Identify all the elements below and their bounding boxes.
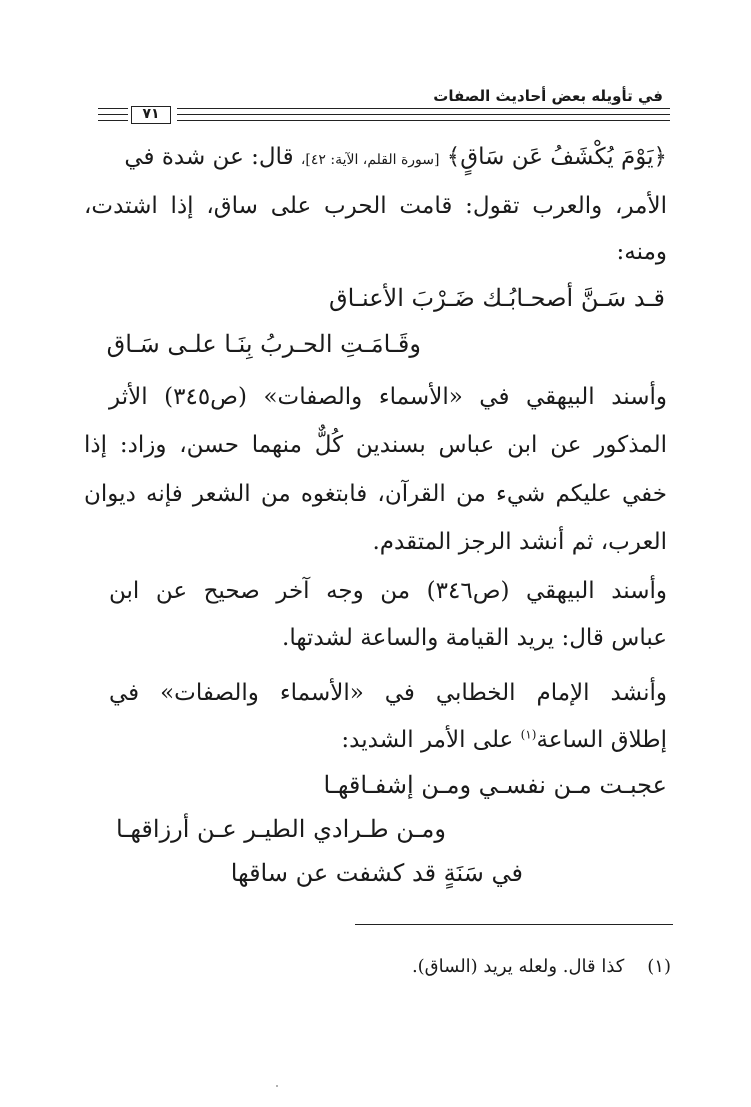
footnote-number: (١) [647, 956, 671, 977]
page-number: ٧١ [131, 106, 171, 124]
footnote-text: كذا قال. ولعله يريد (الساق). [411, 956, 625, 977]
poem-verse: عجبـت مـن نفسـي ومـن إشفـاقهـا [323, 771, 667, 799]
text-line: وأنشد الإمام الخطابي في «الأسماء والصفات» في [109, 680, 667, 706]
text-line: الأمر، والعرب تقول: قامت الحرب على ساق، إذا اشتدت، [84, 193, 667, 219]
text-line: وأسند البيهقي (ص٣٤٦) من وجه آخر صحيح عن ابن [109, 578, 667, 604]
footnote [412, 954, 671, 980]
header-rule-right-top [177, 108, 670, 109]
header-rule-right-middle [177, 114, 670, 115]
quran-reference: [سورة القلم، الآية: ٤٢]، [300, 152, 440, 168]
poem-verse: قـد سَـنَّ أصحـابُـك ضَـرْبَ الأعنـاق [329, 284, 665, 312]
scan-speck [276, 1085, 278, 1087]
text-line: العرب، ثم أنشد الرجز المتقدم. [372, 529, 667, 555]
header-rule-left-top [98, 108, 128, 109]
text-line: ﴿يَوْمَ يُكْشَفُ عَن سَاقٍ﴾ [سورة القلم، الآية: ٤٢]، قال: عن شدة في [124, 144, 667, 170]
running-title: في تأويله بعض أحاديث الصفات [433, 87, 663, 105]
quran-verse: ﴿يَوْمَ يُكْشَفُ عَن سَاقٍ﴾ [446, 144, 667, 170]
footnote-separator [355, 924, 673, 925]
text-line: ومنه: [616, 239, 667, 265]
text-line: عباس قال: يريد القيامة والساعة لشدتها. [282, 625, 667, 651]
poem-verse: وقَـامَـتِ الحـربُ بِنَـا علـى سَـاق [106, 330, 421, 358]
text-line: خفي عليكم شيء من القرآن، فابتغوه من الشعر فإنه ديوان [84, 481, 667, 507]
header-rule-left-bottom [98, 120, 128, 121]
poem-verse: ومـن طـرادي الطيـر عـن أرزاقهـا [116, 815, 446, 843]
footnote-marker[interactable]: (١) [520, 727, 537, 742]
header-rule-right-bottom [177, 120, 670, 121]
text-line: المذكور عن ابن عباس بسندين كُلٌّ منهما حسن، وزاد: إذا [84, 432, 667, 458]
text-line: وأسند البيهقي في «الأسماء والصفات» (ص٣٤٥) الأثر [109, 384, 667, 410]
header-rule-left-middle [98, 114, 128, 115]
text-line: إطلاق الساعة$^{(١)}$ على الأمر الشديد: [341, 727, 667, 753]
poem-verse: في سَنَةٍ قد كشفت عن ساقها [230, 859, 523, 887]
